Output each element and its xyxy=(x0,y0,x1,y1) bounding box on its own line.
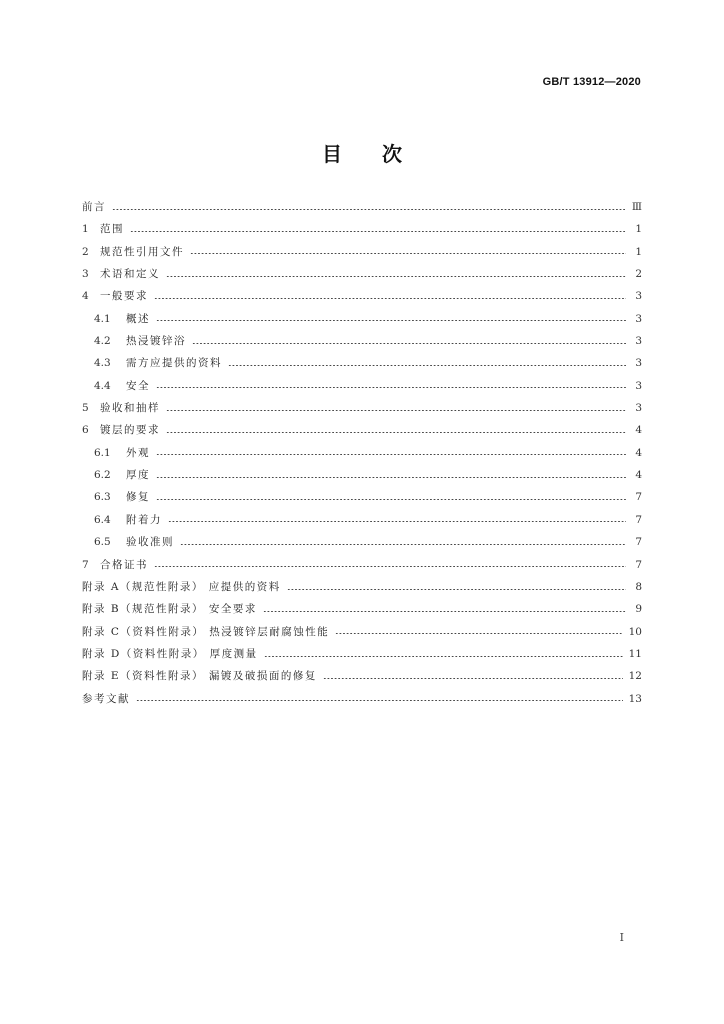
toc-entry-page: 7 xyxy=(635,536,642,549)
dot-leader xyxy=(156,387,626,388)
table-of-contents xyxy=(82,196,642,710)
toc-entry-number: 6 xyxy=(82,424,89,437)
toc-entry-label: 厚度 xyxy=(126,469,150,482)
toc-entry[interactable] xyxy=(82,531,642,553)
toc-entry[interactable] xyxy=(82,486,642,508)
toc-entry[interactable] xyxy=(82,643,642,665)
toc-entry-label: 概述 xyxy=(126,312,150,325)
toc-entry-label: 附录 B（规范性附录） 安全要求 xyxy=(82,603,257,616)
standard-code: GB/T 13912—2020 xyxy=(542,76,641,88)
dot-leader xyxy=(168,521,626,522)
toc-entry[interactable] xyxy=(82,419,642,441)
toc-entry-page: 1 xyxy=(635,223,642,236)
toc-entry-label: 术语和定义 xyxy=(100,268,160,281)
title-char: 次 xyxy=(382,142,402,166)
toc-entry-number: 4.2 xyxy=(94,335,111,348)
dot-leader xyxy=(154,298,626,299)
dot-leader xyxy=(190,253,626,254)
toc-entry-page: 11 xyxy=(628,647,642,660)
toc-entry-number: 6.5 xyxy=(94,536,111,549)
toc-entry-label: 修复 xyxy=(126,491,150,504)
toc-entry-page: 9 xyxy=(635,603,642,616)
page-number: Ⅰ xyxy=(619,931,624,944)
toc-entry[interactable] xyxy=(82,464,642,486)
dot-leader xyxy=(166,276,626,277)
toc-entry[interactable] xyxy=(82,241,642,263)
dot-leader xyxy=(156,477,626,478)
dot-leader xyxy=(323,678,623,679)
toc-entry[interactable] xyxy=(82,330,642,352)
toc-entry-number: 6.3 xyxy=(94,491,111,504)
toc-entry[interactable] xyxy=(82,442,642,464)
dot-leader xyxy=(136,700,623,701)
toc-entry[interactable] xyxy=(82,598,642,620)
toc-entry[interactable] xyxy=(82,352,642,374)
dot-leader xyxy=(335,633,622,634)
dot-leader xyxy=(180,544,626,545)
toc-entry-page: 7 xyxy=(635,558,642,571)
toc-entry-number: 1 xyxy=(82,223,89,236)
dot-leader xyxy=(263,611,626,612)
toc-entry-label: 镀层的要求 xyxy=(100,424,160,437)
toc-entry-page: 3 xyxy=(635,357,642,370)
dot-leader xyxy=(264,656,623,657)
title-char: 目 xyxy=(322,142,342,166)
toc-entry-page: 7 xyxy=(635,491,642,504)
toc-entry-label: 外观 xyxy=(126,446,150,459)
toc-entry-label: 前言 xyxy=(82,201,106,213)
toc-entry-label: 参考文献 xyxy=(82,692,130,705)
toc-entry[interactable] xyxy=(82,665,642,687)
toc-entry-number: 7 xyxy=(82,558,89,571)
toc-entry-label: 验收和抽样 xyxy=(100,402,160,415)
toc-entry-number: 4.3 xyxy=(94,357,111,370)
toc-entry-label: 验收准则 xyxy=(126,536,174,549)
toc-entry-number: 4 xyxy=(82,290,89,303)
toc-entry[interactable] xyxy=(82,285,642,307)
toc-entry[interactable] xyxy=(82,554,642,576)
dot-leader xyxy=(166,410,626,411)
toc-entry-label: 附录 A（规范性附录） 应提供的资料 xyxy=(82,580,281,593)
toc-entry-page: 8 xyxy=(635,580,642,593)
toc-entry-label: 附录 E（资料性附录） 漏镀及破损面的修复 xyxy=(82,670,317,683)
toc-entry-number: 3 xyxy=(82,268,89,281)
toc-entry-page: 4 xyxy=(635,424,642,437)
toc-entry-page: 4 xyxy=(635,446,642,459)
toc-entry-page: 12 xyxy=(628,670,642,683)
toc-entry[interactable] xyxy=(82,375,642,397)
toc-entry-page: 3 xyxy=(635,402,642,415)
toc-entry-number: 4.1 xyxy=(94,312,111,325)
toc-entry-page: 4 xyxy=(635,469,642,482)
toc-entry[interactable] xyxy=(82,509,642,531)
toc-entry-number: 6.1 xyxy=(94,446,111,459)
toc-entry-page: 1 xyxy=(635,245,642,258)
toc-entry-label: 规范性引用文件 xyxy=(100,245,184,258)
toc-entry-label: 安全 xyxy=(126,379,150,392)
dot-leader xyxy=(287,589,626,590)
toc-entry-page: 2 xyxy=(635,268,642,281)
dot-leader xyxy=(154,566,626,567)
toc-entry-page: 7 xyxy=(635,513,642,526)
toc-entry[interactable] xyxy=(82,621,642,643)
dot-leader xyxy=(156,320,626,321)
toc-entry-label: 附着力 xyxy=(126,513,162,526)
toc-entry-page: 3 xyxy=(635,335,642,348)
dot-leader xyxy=(156,454,626,455)
toc-entry[interactable] xyxy=(82,218,642,240)
toc-entry-number: 6.2 xyxy=(94,469,111,482)
toc-entry-page: 3 xyxy=(635,312,642,325)
page-title xyxy=(0,138,724,167)
toc-entry-label: 热浸镀锌浴 xyxy=(126,335,186,348)
dot-leader xyxy=(112,209,626,210)
toc-entry-page: 3 xyxy=(635,290,642,303)
toc-entry-page: 10 xyxy=(628,625,642,638)
toc-entry[interactable] xyxy=(82,688,642,710)
toc-entry-label: 一般要求 xyxy=(100,290,148,303)
dot-leader xyxy=(130,231,626,232)
toc-entry-label: 范围 xyxy=(100,223,124,236)
dot-leader xyxy=(228,365,626,366)
toc-entry[interactable] xyxy=(82,576,642,598)
toc-entry[interactable] xyxy=(82,308,642,330)
dot-leader xyxy=(156,499,626,500)
toc-entry-number: 6.4 xyxy=(94,513,111,526)
toc-entry[interactable] xyxy=(82,263,642,285)
toc-entry-number: 2 xyxy=(82,245,89,258)
toc-entry-label: 附录 C（资料性附录） 热浸镀锌层耐腐蚀性能 xyxy=(82,625,330,638)
toc-entry-page: 3 xyxy=(635,379,642,392)
toc-entry-number: 5 xyxy=(82,402,89,415)
dot-leader xyxy=(192,343,626,344)
toc-entry[interactable] xyxy=(82,196,642,218)
toc-entry-label: 合格证书 xyxy=(100,558,148,571)
toc-entry-number: 4.4 xyxy=(94,379,111,392)
toc-entry-label: 附录 D（资料性附录） 厚度测量 xyxy=(82,647,258,660)
toc-entry[interactable] xyxy=(82,397,642,419)
dot-leader xyxy=(166,432,626,433)
toc-entry-label: 需方应提供的资料 xyxy=(126,357,222,370)
toc-entry-page: 13 xyxy=(628,692,642,705)
toc-entry-page: Ⅲ xyxy=(631,201,642,213)
